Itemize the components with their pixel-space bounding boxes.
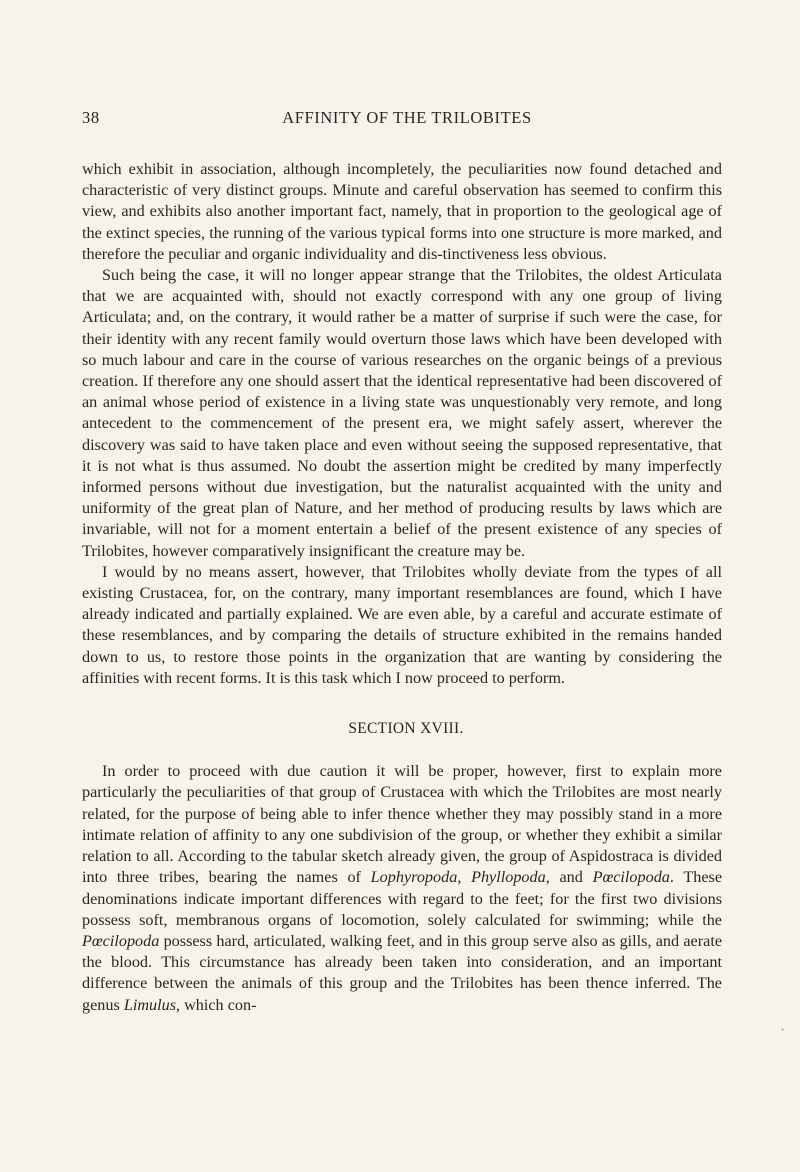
section-paragraph	[82, 761, 722, 1015]
page-content	[82, 108, 722, 1016]
body-text	[82, 159, 722, 1016]
text-run: . These denominations indicate important differences with regard to the feet; for the first two divisions possess soft, membranous organs of locomotion, solely calculated for swimming; while the	[82, 868, 723, 929]
paper-speck	[781, 1028, 784, 1031]
text-run: In order to proceed with due caution it will be proper, however, first to explain more particularly the peculiarities of that group of Crustacea with which the Trilobites are most nearly related, for the purpose of being able to infer thence whether they may possibly stand in a more intimate relation of affinity to any one subdivision of the group, or whether they exhibit a similar relation to all. According to the tabular sketch already given, the group of Aspidostraca is divided into three tribes, bearing the names of	[82, 762, 722, 887]
taxon-name: Lophyropoda	[370, 868, 458, 887]
text-run: , and	[545, 868, 593, 887]
running-title: AFFINITY OF THE TRILOBITES	[282, 108, 532, 127]
taxon-name: Phyllopoda	[471, 868, 546, 887]
paragraph: Such being the case, it will no longer appear strange that the Trilobites, the oldest Articulata that we are acquainted with, should not exactly correspond with any one group of living Articulata; and, on the contrary, it would rather be a matter of surprise if such were the case, for their identity with any recent family would overturn those laws which have been developed with so much labour and care in the course of various researches on the organic beings of a previous creation. If therefore any one should assert that the identical representative had been discovered of an animal whose period of existence in a living state was unquestionably very remote, and long antecedent to the commencement of the present era, we might safely assert, wherever the discovery was said to have taken place and even without seeing the supposed representative, that it is not what is thus assumed. No doubt the assertion might be credited by many imperfectly informed persons without due investigation, but the naturalist acquainted with the unity and uniformity of the great plan of Nature, and her method of producing results by laws which are invariable, will not for a moment entertain a belief of the present existence of any species of Trilobites, however comparatively insignificant the creature may be.	[82, 266, 722, 560]
text-run: , which con-	[176, 995, 257, 1014]
paragraph: I would by no means assert, however, that Trilobites wholly deviate from the types of all existing Crustacea, for, on the contrary, many important resemblances are found, which I have already indicated and partially explained. We are even able, by a careful and accurate estimate of these resemblances, and by comparing the details of structure exhibited in the remains handed down to us, to restore those points in the organization that are wanting by considering the affinities with recent forms. It is this task which I now proceed to perform.	[82, 562, 722, 687]
taxon-name: Pœcilopoda	[82, 931, 160, 950]
taxon-name: Pœcilopoda	[592, 868, 670, 887]
genus-name: Limulus	[123, 995, 176, 1014]
paragraph-continued: which exhibit in association, although incompletely, the peculiarities now found detached and characteristic of very distinct groups. Minute and careful observation has seemed to confirm this view, and exhibits also another important fact, namely, that in proportion to the geological age of the extinct species, the running of the various typical forms into one structure is more marked, and therefore the peculiar and organic individuality and dis-tinctiveness less obvious.	[82, 160, 722, 263]
text-run: possess hard, articulated, walking feet, and in this group serve also as gills, and aerate the blood. This circumstance has already been taken into consideration, and an important difference between the animals of this group and the Trilobites has been thence inferred. The genus	[82, 931, 722, 1014]
page-number: 38	[82, 108, 100, 127]
section-heading: SECTION XVIII.	[348, 720, 464, 738]
running-head	[82, 108, 722, 132]
text-run: ,	[457, 868, 472, 887]
